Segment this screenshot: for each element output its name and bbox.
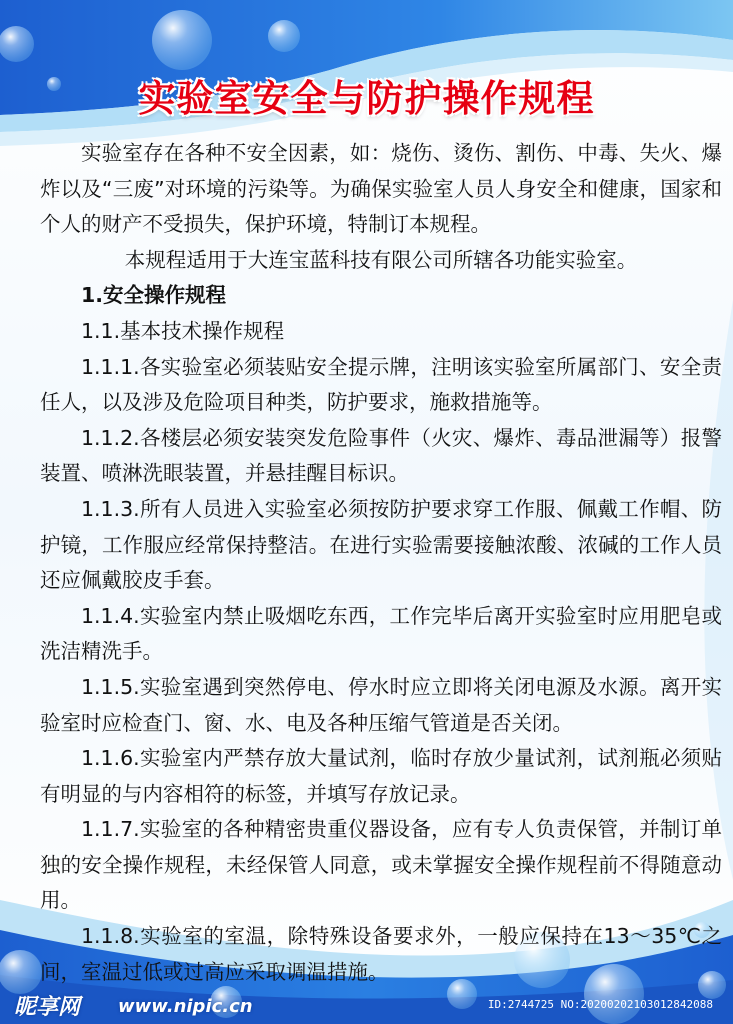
- paragraph: 实验室存在各种不安全因素，如：烧伤、烫伤、割伤、中毒、失火、爆炸以及“三废”对环境的污染等。为确保实验室人员人身安全和健康，国家和个人的财产不受损失，保护环境，特制订本规程。: [40, 141, 722, 237]
- watermark-id: ID:2744725 NO:20200202103012842088: [487, 998, 713, 1011]
- section-heading: 1.安全操作规程: [81, 283, 227, 308]
- paragraph: 1.1.8.实验室的室温，除特殊设备要求外，一般应保持在13～35℃之间，室温过低或过高应采取调温措施。: [40, 924, 722, 984]
- watermark-url: www.nipic.cn: [118, 996, 253, 1017]
- paragraph: 1.1.基本技术操作规程: [81, 318, 285, 343]
- paragraph: 1.1.7.实验室的各种精密贵重仪器设备，应有专人负责保管，并制订单独的安全操作规程，未经保管人同意，或未掌握安全操作规程前不得随意动用。: [40, 817, 722, 913]
- paragraph: 1.1.4.实验室内禁止吸烟吃东西，工作完毕后离开实验室时应用肥皂或洗洁精洗手。: [40, 603, 722, 664]
- paragraph: 1.1.6.实验室内严禁存放大量试剂，临时存放少量试剂，试剂瓶必须贴有明显的与内容相符的标签，并填写存放记录。: [40, 746, 722, 806]
- paragraph: 1.1.3.所有人员进入实验室必须按防护要求穿工作服、佩戴工作帽、防护镜，工作服应经常保持整洁。在进行实验需要接触浓酸、浓碱的工作人员还应佩戴胶皮手套。: [40, 496, 722, 593]
- paragraph: 1.1.2.各楼层必须安装突发危险事件（火灾、爆炸、毒品泄漏等）报警装置、喷淋洗眼装置，并悬挂醒目标识。: [40, 425, 722, 486]
- watermark-logo: 昵享网: [14, 995, 81, 1020]
- document-body: [40, 136, 722, 990]
- paragraph: 1.1.1.各实验室必须装贴安全提示牌，注明该实验室所属部门、安全责任人，以及涉及危险项目种类，防护要求，施救措施等。: [40, 354, 722, 415]
- paragraph: 1.1.5.实验室遇到突然停电、停水时应立即将关闭电源及水源。离开实验室时应检查门、窗、水、电及各种压缩气管道是否关闭。: [40, 674, 722, 735]
- page-title: 实验室安全与防护操作规程: [138, 77, 595, 120]
- paragraph: 本规程适用于大连宝蓝科技有限公司所辖各功能实验室。: [124, 247, 638, 272]
